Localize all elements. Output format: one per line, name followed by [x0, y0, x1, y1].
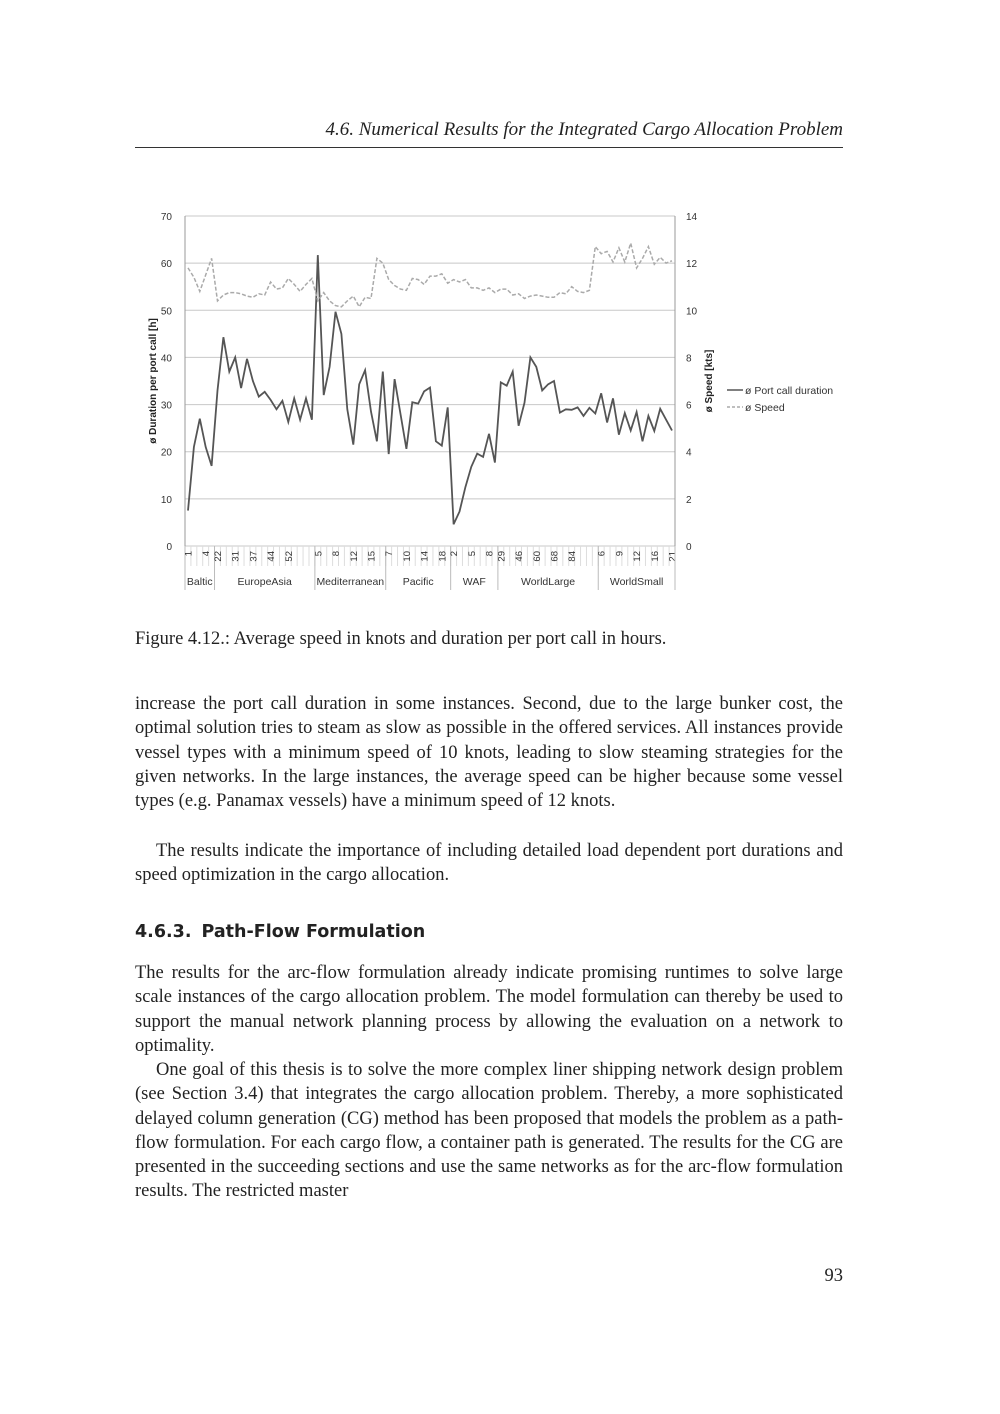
x-tick-label: 16	[649, 551, 661, 562]
x-tick-label: 18	[437, 551, 449, 562]
speed-series-line	[188, 243, 672, 307]
group-label: WorldSmall	[609, 576, 664, 588]
x-tick-label: 46	[514, 551, 526, 562]
y2-tick-label: 10	[686, 306, 698, 318]
y2-tick-label: 8	[686, 353, 692, 365]
group-label: EuropeAsia	[237, 576, 292, 588]
x-tick-label: 60	[531, 551, 543, 562]
y2-tick-label: 2	[686, 494, 692, 506]
legend-label: ø Speed	[745, 402, 785, 414]
duration-series-line	[188, 255, 672, 524]
figure-caption: Figure 4.12.: Average speed in knots and duration per port call in hours.	[135, 629, 667, 649]
body-paragraph-4: One goal of this thesis is to solve the more complex liner shipping network design problem (see Section 3.4) that integrates the cargo allocation problem. Thereby, a more sophisticated delayed column generation (CG) method has been proposed that models the problem as a path-flow formulation. For each cargo flow, a container path is generated. The results for the CG are presented in the succeeding sections and use the same networks as for the arc-flow formulation results. The restricted master	[135, 1060, 843, 1202]
x-tick-label: 31	[230, 551, 242, 562]
group-label: Baltic	[186, 576, 213, 588]
x-tick-label: 68	[549, 551, 561, 562]
y-tick-label: 0	[166, 542, 172, 553]
group-label: WAF	[462, 576, 486, 588]
x-tick-label: 12	[348, 551, 360, 562]
y-tick-label: 60	[160, 259, 172, 271]
body-paragraph-3: The results for the arc-flow formulation already indicate promising runtimes to solve large scale instances of the cargo allocation problem. The model formulation can thereby be used to support the manual network planning process by allowing the evaluation on a network to optimality.	[135, 963, 843, 1056]
x-tick-label: 1	[183, 551, 195, 557]
x-tick-label: 5	[313, 551, 325, 557]
body-paragraph-2: The results indicate the importance of including detailed load dependent port durations and speed optimization in the cargo allocation.	[135, 841, 843, 886]
page-number: 93	[824, 1266, 843, 1286]
y-tick-label: 50	[160, 306, 172, 318]
x-tick-label: 44	[266, 551, 278, 562]
y-tick-label: 40	[160, 353, 172, 365]
x-tick-label: 29	[496, 551, 508, 562]
x-tick-label: 52	[283, 551, 295, 562]
y-axis-title: ø Duration per port call [h]	[148, 318, 159, 444]
y2-tick-label: 6	[686, 400, 692, 412]
x-tick-label: 37	[248, 551, 260, 562]
group-label: Pacific	[402, 576, 434, 588]
y2-tick-label: 4	[686, 447, 692, 459]
section-number: 4.6.3.	[135, 922, 192, 942]
x-tick-label: 84	[567, 551, 579, 562]
x-tick-label: 7	[384, 551, 396, 557]
group-label: Mediterranean	[316, 576, 385, 588]
body-paragraph-1: increase the port call duration in some instances. Second, due to the large bunker cost, the optimal solution tries to steam as slow as possible in the offered services. All instances provide vessel types with a minimum speed of 10 knots, leading to slow steaming strategies for the given networks. In the large instances, the average speed can be higher because some vessel types (e.g. Panamax vessels) have a minimum speed of 12 knots.	[135, 694, 843, 812]
x-tick-label: 2	[449, 551, 461, 557]
x-tick-label: 22	[212, 551, 224, 562]
x-tick-label: 5	[466, 551, 478, 557]
section-heading	[135, 922, 425, 942]
y2-tick-label: 12	[686, 259, 698, 271]
y-tick-label: 70	[160, 212, 172, 223]
x-tick-label: 4	[201, 551, 213, 557]
x-tick-label: 8	[484, 551, 496, 557]
x-tick-label: 6	[596, 551, 608, 557]
y2-tick-label: 0	[686, 542, 692, 553]
y-tick-label: 10	[160, 494, 172, 506]
x-tick-label: 15	[366, 551, 378, 562]
running-header: 4.6. Numerical Results for the Integrated Cargo Allocation Problem	[325, 119, 843, 140]
group-label: WorldLarge	[521, 576, 576, 588]
section-title: Path-Flow Formulation	[201, 922, 426, 942]
y2-axis-title: ø Speed [kts]	[704, 349, 715, 413]
y2-tick-label: 14	[686, 212, 698, 223]
x-tick-label: 14	[419, 551, 431, 562]
x-tick-label: 12	[632, 551, 644, 562]
legend-label: ø Port call duration	[745, 385, 834, 397]
x-tick-label: 8	[331, 551, 343, 557]
x-tick-label: 9	[614, 551, 626, 557]
x-tick-label: 21	[667, 551, 679, 562]
y-tick-label: 30	[160, 400, 172, 412]
x-tick-label: 10	[401, 551, 413, 562]
y-tick-label: 20	[160, 447, 172, 459]
